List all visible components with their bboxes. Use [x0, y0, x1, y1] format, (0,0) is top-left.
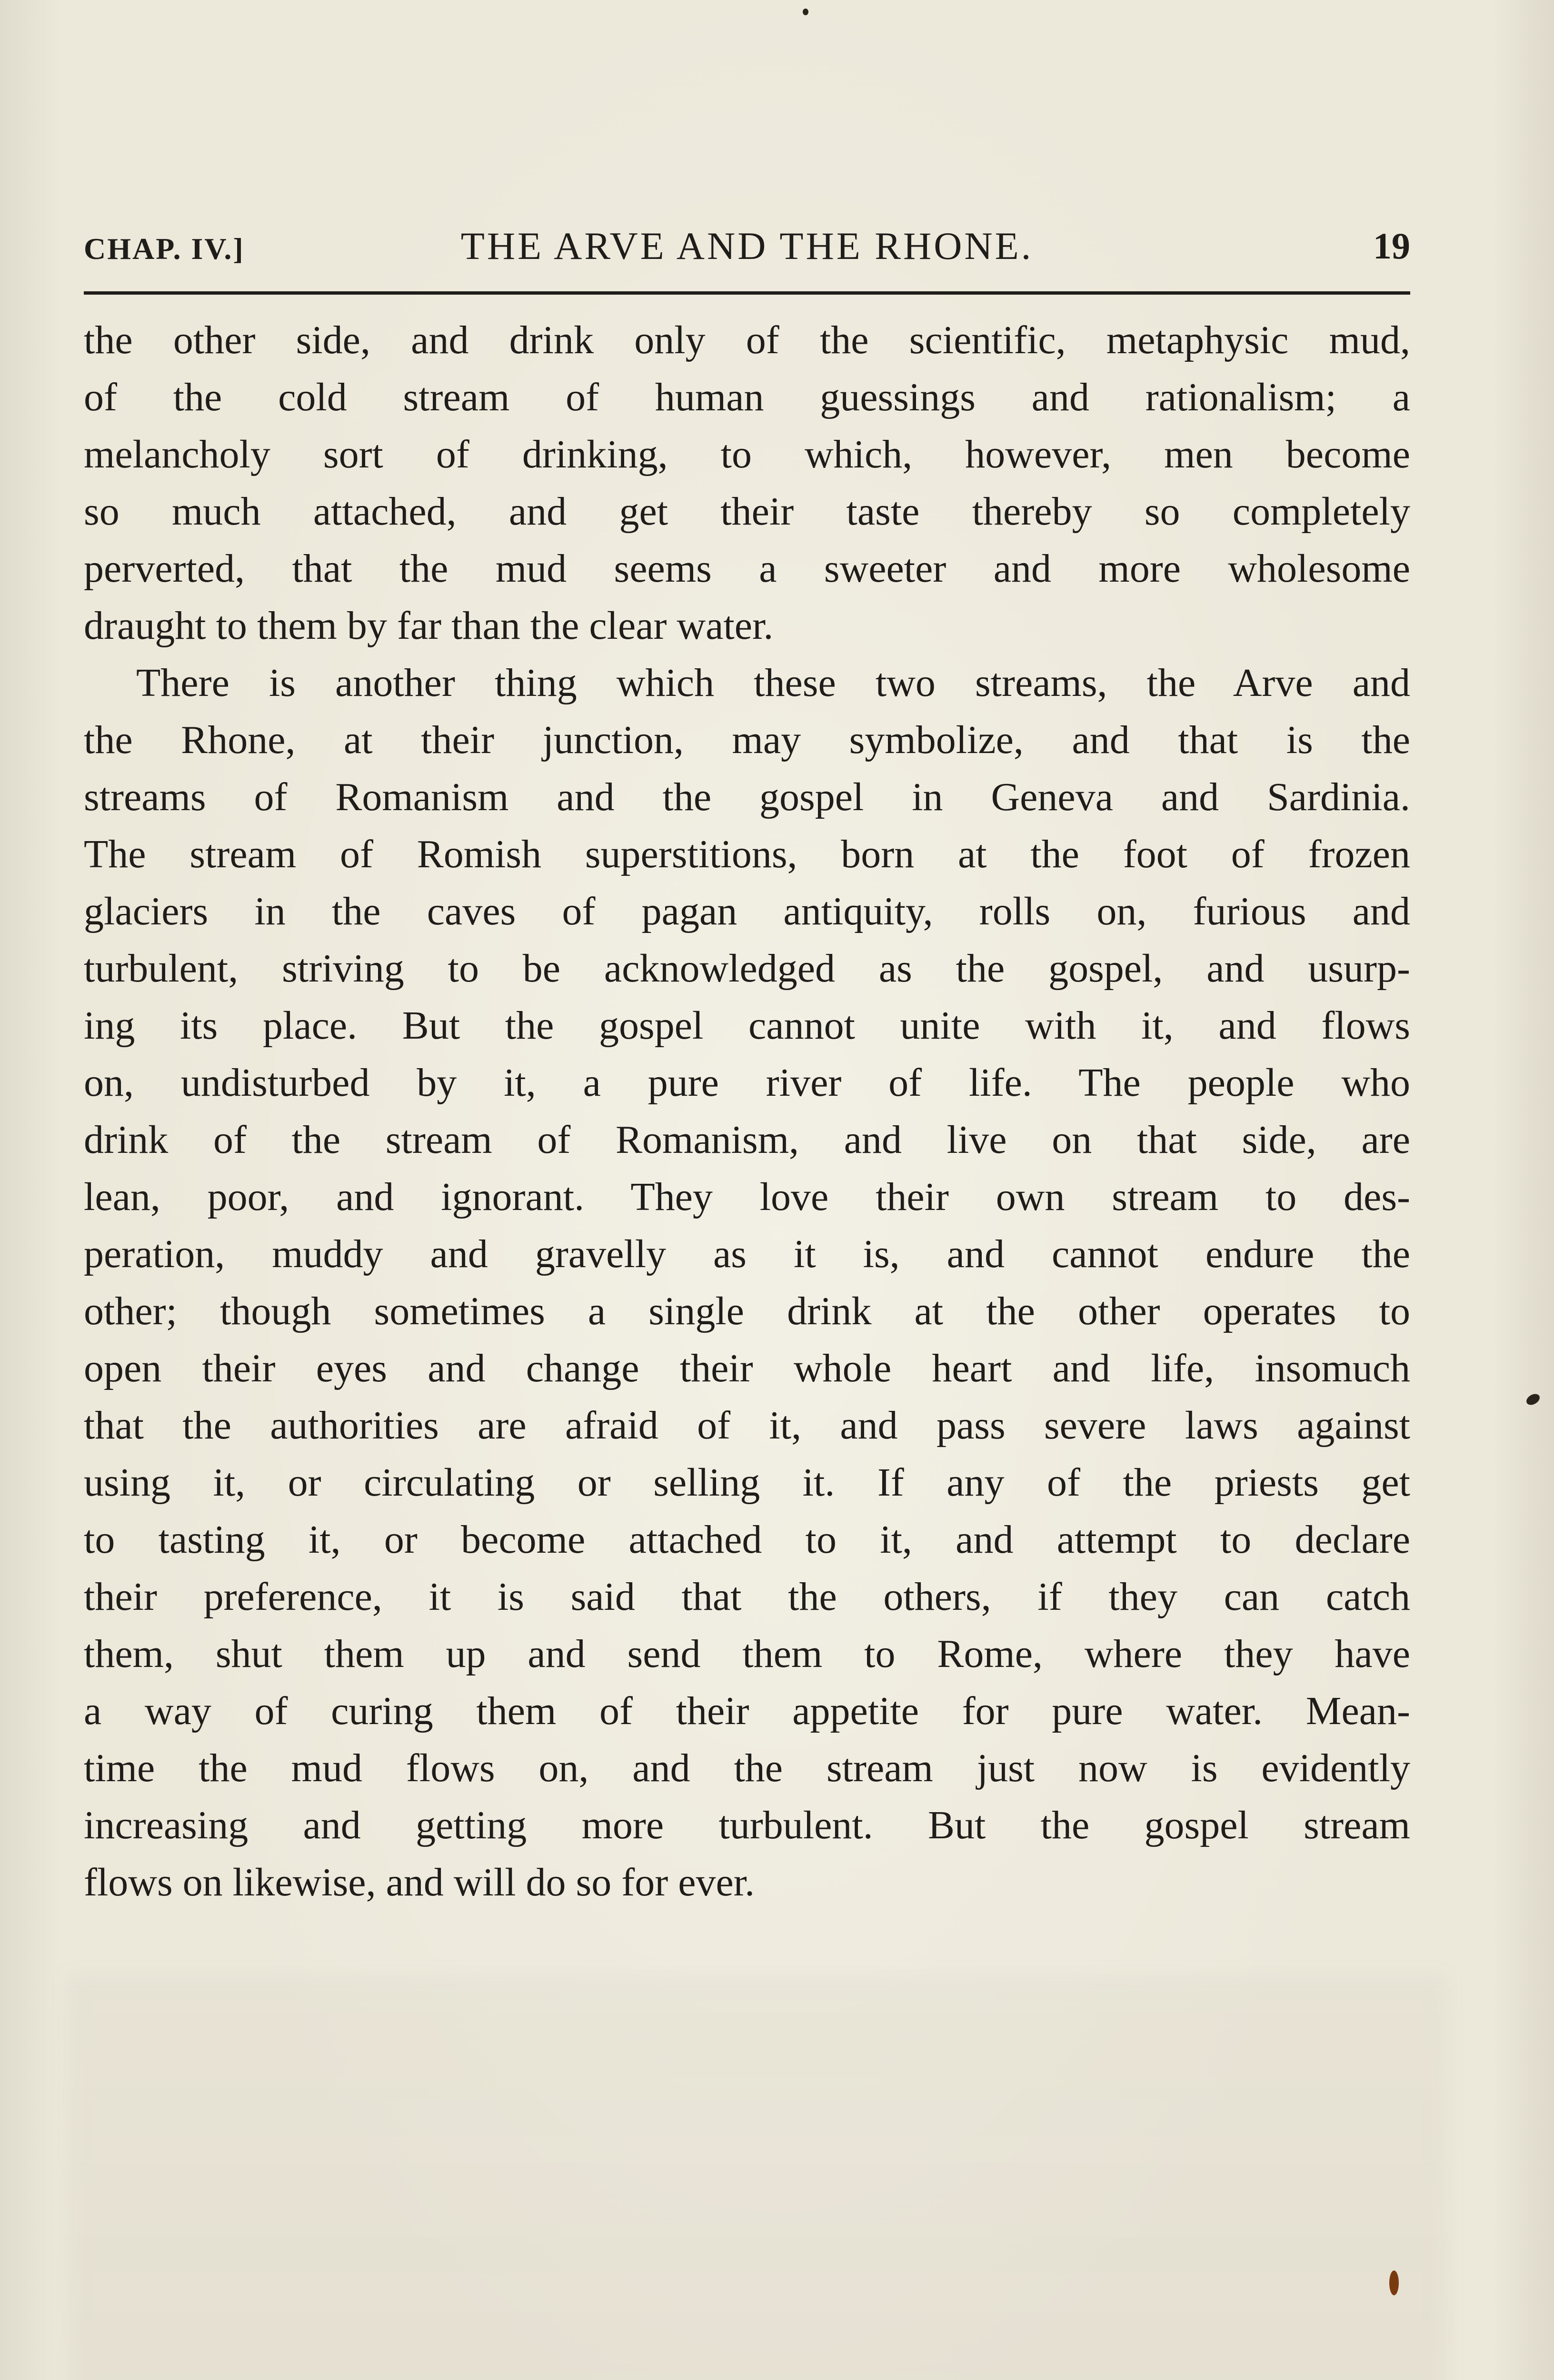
text-line: melancholy sort of drinking, to which, however, men become	[84, 432, 1410, 476]
ink-speck	[1389, 2271, 1399, 2295]
header-rule	[84, 291, 1410, 295]
text-line: open their eyes and change their whole heart and life, insomuch	[84, 1346, 1410, 1390]
text-line: that the authorities are afraid of it, and pass severe laws against	[84, 1403, 1410, 1448]
text-line: time the mud flows on, and the stream just now is evidently	[84, 1746, 1410, 1790]
text-line: glaciers in the caves of pagan antiquity, rolls on, furious and	[84, 889, 1410, 933]
chapter-label: CHAP. IV.]	[84, 232, 245, 266]
text-line: The stream of Romish superstitions, born at the foot of frozen	[84, 832, 1410, 876]
text-line: the Rhone, at their junction, may symbolize, and that is the	[84, 718, 1410, 762]
text-line: the other side, and drink only of the scientific, metaphysic mud,	[84, 318, 1410, 362]
text-line: a way of curing them of their appetite for pure water. Mean-	[84, 1689, 1410, 1733]
ink-speck	[803, 9, 808, 15]
paragraph-start-line: There is another thing which these two streams, the Arve and	[136, 661, 1410, 705]
text-line: lean, poor, and ignorant. They love their own stream to des-	[84, 1175, 1410, 1219]
text-line: other; though sometimes a single drink at the other operates to	[84, 1289, 1410, 1333]
body-text	[84, 312, 1410, 1911]
text-line: draught to them by far than the clear water.	[84, 604, 774, 648]
text-line: so much attached, and get their taste thereby so completely	[84, 489, 1410, 534]
show-through-shadow	[67, 1975, 1447, 2380]
text-line: flows on likewise, and will do so for ever.	[84, 1860, 755, 1904]
text-line: using it, or circulating or selling it. If any of the priests get	[84, 1460, 1410, 1505]
text-line: ing its place. But the gospel cannot unite with it, and flows	[84, 1003, 1410, 1048]
running-header	[84, 224, 1410, 281]
text-line: them, shut them up and send them to Rome, where they have	[84, 1632, 1410, 1676]
text-line: perverted, that the mud seems a sweeter and more wholesome	[84, 546, 1410, 591]
ink-speck	[1524, 1392, 1542, 1407]
page-number: 19	[1373, 225, 1410, 267]
text-line: peration, muddy and gravelly as it is, and cannot endure the	[84, 1232, 1410, 1276]
running-title: THE ARVE AND THE RHONE.	[460, 224, 1034, 268]
text-line: increasing and getting more turbulent. But the gospel stream	[84, 1803, 1410, 1847]
text-line: on, undisturbed by it, a pure river of life. The people who	[84, 1061, 1410, 1105]
text-line: of the cold stream of human guessings and rationalism; a	[84, 375, 1410, 419]
text-line: to tasting it, or become attached to it, and attempt to declare	[84, 1517, 1410, 1562]
text-line: their preference, it is said that the others, if they can catch	[84, 1575, 1410, 1619]
text-line: turbulent, striving to be acknowledged as the gospel, and usurp-	[84, 946, 1410, 991]
text-line: drink of the stream of Romanism, and live on that side, are	[84, 1118, 1410, 1162]
text-line: streams of Romanism and the gospel in Geneva and Sardinia.	[84, 775, 1410, 819]
